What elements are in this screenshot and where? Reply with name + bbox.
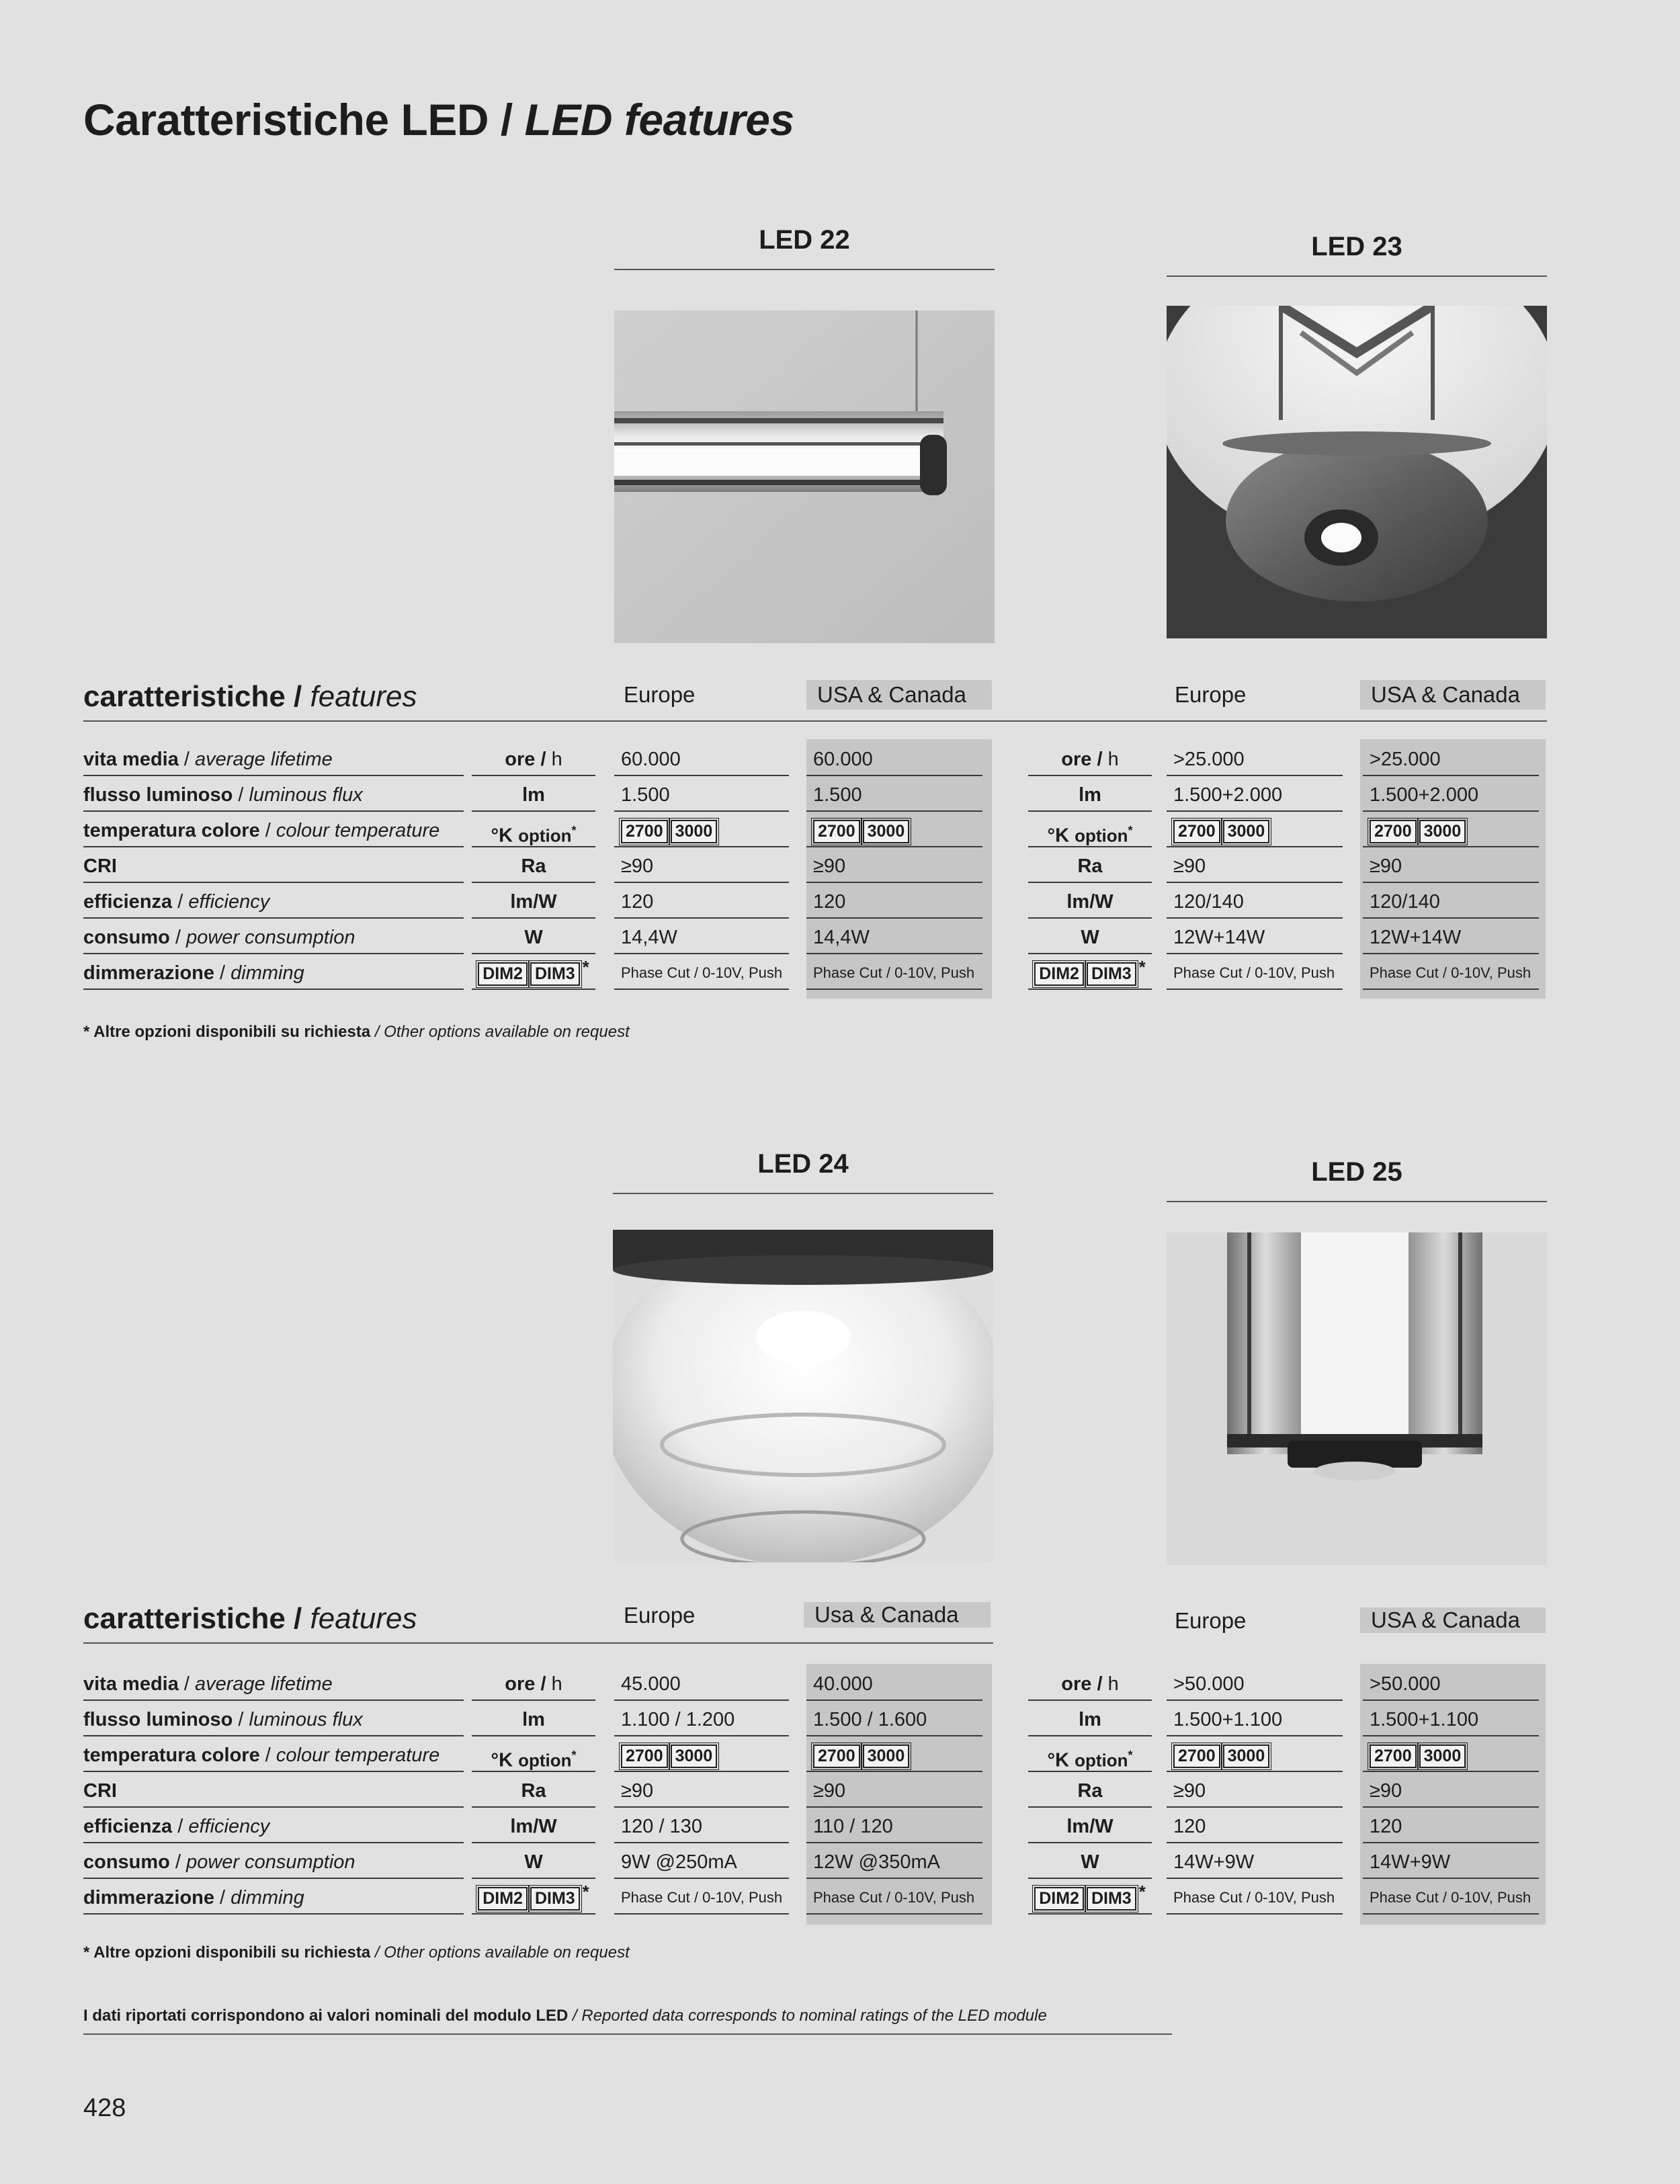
label-it: consumo — [83, 1851, 170, 1873]
header-divider — [83, 1642, 993, 1644]
asterisk: * — [1128, 1749, 1133, 1762]
temp-option-2700: 2700 — [1173, 820, 1220, 843]
colour-temp-options — [813, 1745, 909, 1768]
value-cell: 1.500 — [614, 778, 789, 812]
label-it: flusso luminoso — [83, 784, 233, 806]
dim2-badge: DIM2 — [478, 1887, 528, 1910]
value-cell: 40.000 — [806, 1667, 982, 1701]
value-cell: >50.000 — [1167, 1667, 1343, 1701]
region-usa-canada: USA & Canada — [806, 680, 992, 710]
value-cell — [1363, 1738, 1539, 1772]
unit-cell — [1028, 813, 1152, 847]
model-title-led22: LED 22 — [614, 225, 995, 270]
label-en: efficiency — [188, 1816, 270, 1837]
label-it: efficienza — [83, 1816, 173, 1837]
asterisk: * — [582, 957, 589, 977]
unit-cell — [1028, 1809, 1152, 1843]
model-title-led24: LED 24 — [613, 1149, 993, 1194]
value-cell: 1.500 — [806, 778, 982, 812]
label-en: luminous flux — [249, 1709, 363, 1730]
label-en: power consumption — [186, 927, 355, 948]
row-label: consumo / power consumption — [83, 1845, 464, 1879]
dim2-badge: DIM2 — [1034, 1887, 1084, 1910]
region-europe: Europe — [1175, 1608, 1247, 1633]
unit-cell — [1028, 884, 1152, 919]
unit-option: option — [1075, 1750, 1128, 1771]
unit-lumen: lm — [522, 1709, 545, 1730]
value-cell — [1167, 1738, 1343, 1772]
label-it: temperatura colore — [83, 820, 260, 841]
row-label — [83, 849, 464, 883]
dim2-badge: DIM2 — [478, 962, 528, 986]
colour-temp-options — [1370, 820, 1466, 843]
unit-ra: Ra — [1077, 1780, 1103, 1802]
value-cell — [614, 813, 789, 847]
dimming-options — [1034, 962, 1136, 986]
region-europe: Europe — [624, 1603, 696, 1628]
dim3-badge: DIM3 — [530, 962, 580, 986]
asterisk: * — [571, 1749, 577, 1762]
value-cell — [1363, 813, 1539, 847]
page-number: 428 — [83, 2094, 126, 2122]
colour-temp-options — [621, 820, 717, 843]
page-title: Caratteristiche LED / LED features — [83, 95, 794, 144]
model-title-led23: LED 23 — [1167, 232, 1547, 277]
label-it: dimmerazione — [83, 962, 214, 984]
unit-cell — [1028, 1880, 1152, 1915]
temp-option-2700: 2700 — [621, 820, 668, 843]
label-en: average lifetime — [195, 749, 333, 770]
features-header: caratteristiche / features — [83, 1602, 417, 1635]
unit-cell — [1028, 778, 1152, 812]
dim3-badge: DIM3 — [1087, 1887, 1136, 1910]
temp-option-3000: 3000 — [1223, 820, 1270, 843]
colour-temp-options — [1173, 820, 1269, 843]
unit-hours: ore / — [1061, 1673, 1103, 1695]
dimming-options — [1034, 1887, 1136, 1910]
label-it: vita media — [83, 749, 179, 770]
label-en: dimming — [230, 962, 304, 984]
region-europe: Europe — [624, 682, 696, 707]
unit-option: option — [518, 825, 572, 846]
label-it: consumo — [83, 927, 170, 948]
label-it: dimmerazione — [83, 1887, 214, 1908]
features-header: caratteristiche / features — [83, 680, 417, 713]
value-cell — [806, 813, 982, 847]
label-en: luminous flux — [249, 784, 363, 806]
value-cell: 60.000 — [806, 742, 982, 776]
value-cell: 9W @250mA — [614, 1845, 789, 1879]
unit-hours-en: h — [546, 1673, 562, 1695]
value-cell: Phase Cut / 0-10V, Push — [1167, 956, 1343, 990]
value-cell: 1.500+2.000 — [1363, 778, 1539, 812]
value-cell: 14,4W — [806, 920, 982, 954]
label-it: CRI — [83, 855, 117, 877]
value-cell: 120 — [1363, 1809, 1539, 1843]
value-cell: ≥90 — [806, 1773, 982, 1808]
unit-efficiency: lm/W — [1066, 1816, 1114, 1837]
unit-cell — [472, 849, 595, 883]
dimming-options — [478, 962, 579, 986]
unit-hours: ore / — [505, 1673, 546, 1695]
unit-cell — [1028, 920, 1152, 954]
dimming-options — [478, 1887, 579, 1910]
temp-option-3000: 3000 — [671, 1745, 718, 1768]
temp-option-3000: 3000 — [671, 820, 718, 843]
value-cell: 60.000 — [614, 742, 789, 776]
label-en: dimming — [230, 1887, 304, 1908]
unit-kelvin: °K — [491, 825, 513, 847]
value-cell: Phase Cut / 0-10V, Push — [1363, 956, 1539, 990]
unit-kelvin: °K — [1047, 825, 1070, 847]
value-cell: Phase Cut / 0-10V, Push — [806, 1880, 982, 1915]
model-title-led25: LED 25 — [1167, 1157, 1547, 1202]
unit-cell — [472, 742, 595, 776]
value-cell: Phase Cut / 0-10V, Push — [806, 956, 982, 990]
unit-cell — [1028, 1845, 1152, 1879]
row-label: flusso luminoso / luminous flux — [83, 778, 464, 812]
unit-option: option — [1075, 825, 1128, 846]
unit-cell — [472, 778, 595, 812]
unit-lumen: lm — [1079, 1709, 1101, 1730]
unit-lumen: lm — [1079, 784, 1101, 806]
value-cell: Phase Cut / 0-10V, Push — [1363, 1880, 1539, 1915]
label-it: vita media — [83, 1673, 179, 1695]
value-cell: 110 / 120 — [806, 1809, 982, 1843]
asterisk: * — [1128, 824, 1133, 837]
unit-cell — [472, 1738, 595, 1772]
value-cell — [614, 1738, 789, 1772]
value-cell: ≥90 — [614, 1773, 789, 1808]
row-label: temperatura colore / colour temperature — [83, 813, 464, 847]
unit-cell — [472, 920, 595, 954]
unit-cell — [472, 1809, 595, 1843]
unit-cell — [1028, 1702, 1152, 1736]
unit-hours-en: h — [1102, 749, 1119, 770]
temp-option-3000: 3000 — [863, 1745, 910, 1768]
value-cell: 14W+9W — [1167, 1845, 1343, 1879]
value-cell: ≥90 — [1363, 1773, 1539, 1808]
unit-cell — [472, 884, 595, 919]
dim3-badge: DIM3 — [1087, 962, 1136, 986]
unit-cell — [1028, 742, 1152, 776]
row-label: efficienza / efficiency — [83, 1809, 464, 1843]
header-divider — [83, 720, 1547, 722]
row-label: vita media / average lifetime — [83, 742, 464, 776]
led25-photo — [1167, 1232, 1547, 1565]
unit-hours: ore / — [1061, 749, 1103, 770]
value-cell: >50.000 — [1363, 1667, 1539, 1701]
temp-option-3000: 3000 — [1419, 1745, 1466, 1768]
row-label — [83, 1773, 464, 1808]
led24-photo — [613, 1230, 993, 1562]
temp-option-2700: 2700 — [1370, 1745, 1417, 1768]
unit-ra: Ra — [1077, 855, 1103, 877]
unit-lumen: lm — [522, 784, 545, 806]
value-cell: >25.000 — [1167, 742, 1343, 776]
region-usa-canada: Usa & Canada — [804, 1602, 991, 1628]
led22-photo — [614, 310, 995, 643]
unit-ra: Ra — [521, 855, 546, 877]
value-cell: >25.000 — [1363, 742, 1539, 776]
led23-photo — [1167, 306, 1547, 638]
asterisk: * — [582, 1882, 589, 1902]
value-cell: 14W+9W — [1363, 1845, 1539, 1879]
temp-option-3000: 3000 — [1419, 820, 1466, 843]
value-cell: ≥90 — [1167, 849, 1343, 883]
value-cell — [806, 1738, 982, 1772]
row-label: dimmerazione / dimming — [83, 956, 464, 990]
value-cell: 12W @350mA — [806, 1845, 982, 1879]
unit-efficiency: lm/W — [510, 891, 557, 913]
value-cell: 120 — [806, 884, 982, 919]
nominal-data-note: I dati riportati corrispondono ai valori nominali del modulo LED / Reported data corresponds to nominal ratings of the LED module — [83, 2007, 1172, 2035]
unit-hours: ore / — [505, 749, 546, 770]
asterisk: * — [571, 824, 577, 837]
options-note: * Altre opzioni disponibili su richiesta / Other options available on request — [83, 1943, 630, 1962]
unit-cell — [472, 956, 595, 990]
unit-kelvin: °K — [491, 1749, 513, 1771]
row-label: temperatura colore / colour temperature — [83, 1738, 464, 1772]
unit-cell — [1028, 1738, 1152, 1772]
colour-temp-options — [621, 1745, 717, 1768]
value-cell: 12W+14W — [1167, 920, 1343, 954]
value-cell — [1167, 813, 1343, 847]
unit-watt: W — [524, 1851, 543, 1873]
value-cell: 120/140 — [1363, 884, 1539, 919]
unit-hours-en: h — [1102, 1673, 1119, 1695]
label-en: colour temperature — [276, 820, 440, 841]
value-cell: 1.100 / 1.200 — [614, 1702, 789, 1736]
dim2-badge: DIM2 — [1034, 962, 1084, 986]
unit-ra: Ra — [521, 1780, 546, 1802]
label-en: efficiency — [188, 891, 270, 913]
label-it: CRI — [83, 1780, 117, 1802]
value-cell: 1.500+2.000 — [1167, 778, 1343, 812]
colour-temp-options — [813, 820, 909, 843]
unit-cell — [472, 1880, 595, 1915]
unit-kelvin: °K — [1047, 1749, 1070, 1771]
unit-watt: W — [1081, 1851, 1099, 1873]
colour-temp-options — [1173, 1745, 1269, 1768]
value-cell: 1.500+1.100 — [1363, 1702, 1539, 1736]
label-en: average lifetime — [195, 1673, 333, 1695]
label-it: temperatura colore — [83, 1745, 260, 1766]
region-usa-canada: USA & Canada — [1360, 680, 1546, 710]
unit-cell — [472, 813, 595, 847]
row-label: dimmerazione / dimming — [83, 1880, 464, 1915]
value-cell: 120 — [1167, 1809, 1343, 1843]
value-cell: 45.000 — [614, 1667, 789, 1701]
value-cell: 1.500 / 1.600 — [806, 1702, 982, 1736]
value-cell: Phase Cut / 0-10V, Push — [614, 956, 789, 990]
row-label: vita media / average lifetime — [83, 1667, 464, 1701]
row-label: efficienza / efficiency — [83, 884, 464, 919]
unit-watt: W — [1081, 927, 1099, 948]
row-label: consumo / power consumption — [83, 920, 464, 954]
row-label: flusso luminoso / luminous flux — [83, 1702, 464, 1736]
unit-cell — [472, 1702, 595, 1736]
label-en: colour temperature — [276, 1745, 440, 1766]
unit-efficiency: lm/W — [510, 1816, 557, 1837]
temp-option-2700: 2700 — [1173, 1745, 1220, 1768]
asterisk: * — [1138, 1882, 1146, 1902]
unit-hours-en: h — [546, 749, 562, 770]
unit-cell — [472, 1845, 595, 1879]
temp-option-2700: 2700 — [813, 1745, 860, 1768]
value-cell: 120 — [614, 884, 789, 919]
temp-option-2700: 2700 — [621, 1745, 668, 1768]
value-cell: 12W+14W — [1363, 920, 1539, 954]
value-cell: ≥90 — [1363, 849, 1539, 883]
unit-cell — [1028, 849, 1152, 883]
region-usa-canada: USA & Canada — [1360, 1607, 1546, 1633]
value-cell: ≥90 — [1167, 1773, 1343, 1808]
value-cell: 14,4W — [614, 920, 789, 954]
region-europe: Europe — [1175, 682, 1247, 707]
colour-temp-options — [1370, 1745, 1466, 1768]
value-cell: Phase Cut / 0-10V, Push — [1167, 1880, 1343, 1915]
value-cell: ≥90 — [614, 849, 789, 883]
temp-option-2700: 2700 — [813, 820, 860, 843]
temp-option-3000: 3000 — [1223, 1745, 1270, 1768]
asterisk: * — [1138, 957, 1146, 977]
value-cell: 1.500+1.100 — [1167, 1702, 1343, 1736]
label-en: power consumption — [186, 1851, 355, 1873]
value-cell: ≥90 — [806, 849, 982, 883]
unit-cell — [1028, 1667, 1152, 1701]
unit-option: option — [518, 1750, 572, 1771]
unit-watt: W — [524, 927, 543, 948]
value-cell: 120 / 130 — [614, 1809, 789, 1843]
unit-cell — [472, 1667, 595, 1701]
dim3-badge: DIM3 — [530, 1887, 580, 1910]
label-it: efficienza — [83, 891, 173, 913]
label-it: flusso luminoso — [83, 1709, 233, 1730]
unit-cell — [472, 1773, 595, 1808]
unit-cell — [1028, 956, 1152, 990]
value-cell: 120/140 — [1167, 884, 1343, 919]
temp-option-2700: 2700 — [1370, 820, 1417, 843]
unit-cell — [1028, 1773, 1152, 1808]
temp-option-3000: 3000 — [863, 820, 910, 843]
options-note: * Altre opzioni disponibili su richiesta / Other options available on request — [83, 1023, 630, 1041]
value-cell: Phase Cut / 0-10V, Push — [614, 1880, 789, 1915]
unit-efficiency: lm/W — [1066, 891, 1114, 913]
